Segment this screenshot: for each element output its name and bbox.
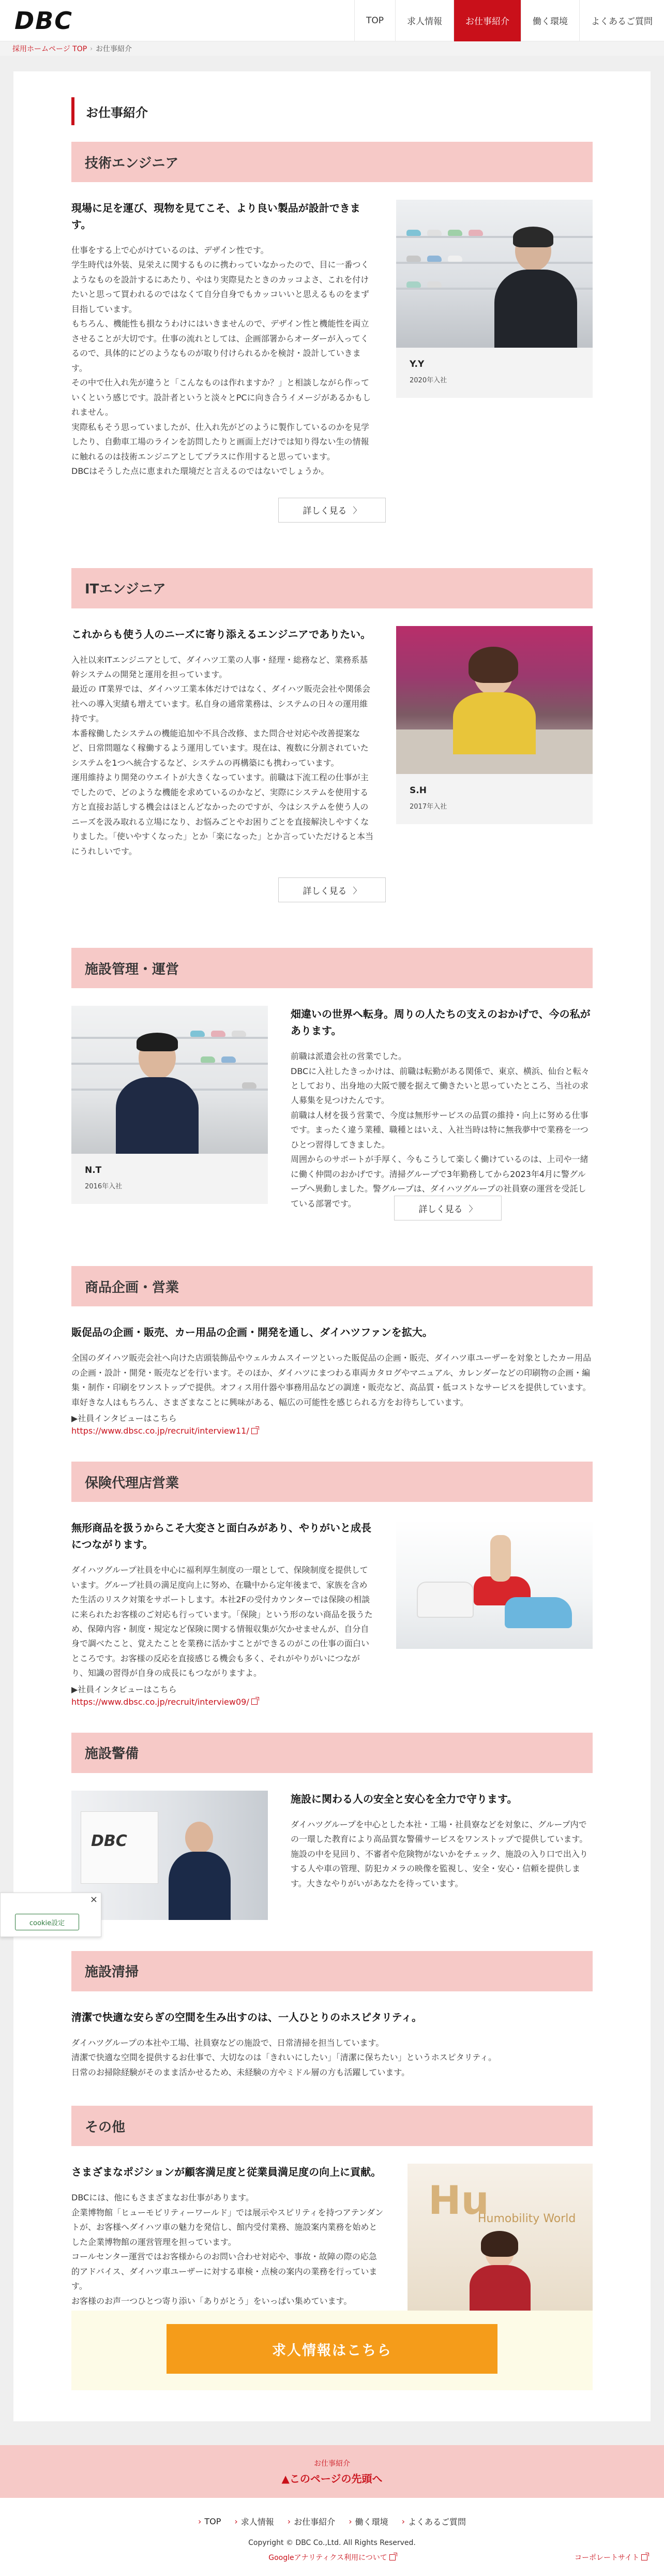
close-icon[interactable]: × bbox=[89, 1894, 98, 1905]
profile-caption bbox=[396, 774, 593, 824]
hw-logo-icon: Hu bbox=[428, 2177, 489, 2224]
humobility-world-photo bbox=[408, 2164, 593, 2311]
humobility-world-sign: Humobility World bbox=[478, 2212, 576, 2226]
interview-url: https://www.dbsc.co.jp/recruit/interview09/ bbox=[71, 1696, 249, 1707]
profile-caption bbox=[71, 1154, 268, 1204]
corporate-site-label: コーポレートサイト bbox=[574, 2554, 639, 2563]
corporate-site-link[interactable] bbox=[575, 2552, 647, 2563]
employee-name: S.H bbox=[410, 785, 427, 796]
footer-nav-label: お仕事紹介 bbox=[294, 2517, 336, 2527]
footer-nav-label: TOP bbox=[204, 2517, 221, 2527]
section-title: 保険代理店営業 bbox=[71, 1462, 593, 1502]
section-cleaning bbox=[71, 1951, 593, 2080]
chevron-right-icon: › bbox=[349, 2517, 352, 2527]
nav-jobs[interactable]: 求人情報 bbox=[395, 0, 454, 41]
back-to-top-label: ▲このページの先頭へ bbox=[281, 2472, 383, 2485]
section-body-text: 入社以来ITエンジニアとして、ダイハツ工業の人事・経理・総務など、業務系基幹システムの開発と運用を担っています。 最近の IT業界では、ダイハツ工業本体だけではなく、ダイハツ販売会社や関係会社への導入実績も増えています。私自身の通常業務は、システムの日々の運用維持です。 本番稼働したシステムの機能追加や不具合改修、また問合せ対応や改善提案など、日常問題なく稼働するよう運用しています。現在は、複数に分割されていたシステムを1つへ統合するなど、システムの再構築にも携わっています。 運用維持より開発のウエイトが大きくなっています。前職は下流工程の仕事が主でしたので、どのような機能を求めているのかなど、実際にシステムを使用する方と直接お話しする機会はほとんどなかったのですが、今はシステムを使う人のニーズを汲み取れる立場になり、お悩みごとやお困りごとを直接解決しやすくなりました。「使いやすくなった」とか「楽になった」とか言っていただけると本当にうれしいです。 bbox=[71, 654, 374, 856]
chevron-right-icon: › bbox=[198, 2517, 202, 2527]
breadcrumb-current: お仕事紹介 bbox=[96, 45, 132, 53]
external-link-icon bbox=[389, 2554, 396, 2560]
site-header bbox=[0, 0, 664, 41]
section-other bbox=[71, 2106, 593, 2311]
nav-environment[interactable]: 働く環境 bbox=[521, 0, 579, 41]
details-button-label: 詳しく見る bbox=[418, 1204, 463, 1215]
back-to-top-sub: お仕事紹介 bbox=[314, 2459, 350, 2468]
site-logo[interactable]: DBC bbox=[14, 6, 73, 35]
section-security bbox=[71, 1733, 593, 1920]
section-insurance-sales bbox=[71, 1462, 593, 1707]
chevron-right-icon: 〉 bbox=[469, 1203, 477, 1214]
chevron-right-icon: 〉 bbox=[353, 505, 361, 515]
external-link-icon bbox=[251, 1428, 258, 1434]
footer-nav-label: 働く環境 bbox=[355, 2517, 388, 2527]
profile-caption bbox=[396, 348, 593, 398]
details-button[interactable] bbox=[394, 1196, 502, 1220]
details-button-label: 詳しく見る bbox=[303, 886, 347, 897]
cookie-settings-button[interactable]: cookie設定 bbox=[15, 1914, 79, 1930]
section-lead: 畑違いの世界へ転身。周りの人たちの支えのおかげで、今の私があります。 bbox=[291, 1008, 591, 1037]
nav-work-intro[interactable]: お仕事紹介 bbox=[454, 0, 521, 41]
section-title: 施設管理・運営 bbox=[71, 948, 593, 988]
chevron-right-icon: › bbox=[401, 2517, 405, 2527]
footer-nav-environment[interactable] bbox=[349, 2515, 388, 2527]
details-button-label: 詳しく見る bbox=[303, 506, 347, 516]
section-lead: 現場に足を運び、現物を見てこそ、より良い製品が設計できます。 bbox=[71, 202, 360, 231]
interview-label: ▶社員インタビューはこちら bbox=[71, 1413, 177, 1424]
section-tech-engineer bbox=[71, 142, 593, 523]
interview-link[interactable] bbox=[71, 1426, 593, 1436]
details-button[interactable] bbox=[278, 498, 386, 523]
section-lead: これからも使う人のニーズに寄り添えるエンジニアでありたい。 bbox=[71, 628, 371, 641]
chevron-right-icon: › bbox=[234, 2517, 238, 2527]
cookie-widget bbox=[0, 1893, 101, 1937]
employee-photo bbox=[396, 626, 593, 774]
section-title: 技術エンジニア bbox=[71, 142, 593, 182]
breadcrumb bbox=[0, 41, 664, 56]
interview-link[interactable] bbox=[71, 1697, 373, 1707]
copyright: Copyright © DBC Co.,Ltd. All Rights Reserved. bbox=[248, 2539, 416, 2548]
section-body-text: ダイハツグループの本社や工場、社員寮などの施設で、日常清掃を担当しています。 清潔で快適な空間を提供するお仕事で、大切なのは「きれいにしたい」「清潔に保ちたい」というホスピタリティ。 日常のお掃除経験がそのまま活かせるため、未経験の方やミドル層の方も活躍しています。 bbox=[71, 2037, 497, 2077]
interview-label: ▶社員インタビューはこちら bbox=[71, 1684, 177, 1694]
back-to-top[interactable] bbox=[0, 2445, 664, 2498]
nav-top[interactable]: TOP bbox=[354, 0, 395, 41]
employee-profile bbox=[396, 200, 593, 479]
section-title: その他 bbox=[71, 2106, 593, 2146]
interview-url: https://www.dbsc.co.jp/recruit/interview11/ bbox=[71, 1426, 249, 1436]
section-lead: 無形商品を扱うからこそ大変さと面白みがあり、やりがいと成長につながります。 bbox=[71, 1522, 371, 1551]
model-cars-photo bbox=[396, 1520, 593, 1649]
footer-links bbox=[0, 2547, 664, 2576]
footer-nav-faq[interactable] bbox=[402, 2515, 466, 2527]
section-lead: さまざまなポジションが顧客満足度と従業員満足度の向上に貢献。 bbox=[71, 2166, 382, 2179]
section-title: 商品企画・営業 bbox=[71, 1266, 593, 1306]
breadcrumb-separator: › bbox=[90, 45, 93, 52]
employee-join-year: 2020年入社 bbox=[410, 377, 447, 384]
section-body-text: 全国のダイハツ販売会社へ向けた店頭装飾品やウェルカムスイーツといった販促品の企画・販売、ダイハツ車ユーザーを対象としたカー用品の企画・設計・開発・販売などを行います。そのほか、ダイハツにまつわる車両カタログやマニュアル、カレンダーなどの印刷物の企画・編集・制作・印刷をワンストップで提供。オフィス用什器や事務用品などの調達・販売など、高品質・低コストなサービスを提供しています。車好きな人はもちろん、さまざまなことに興味がある、幅広の可能性を感じられる方をお待ちしています。 bbox=[71, 1353, 592, 1407]
section-body-text: 前職は派遣会社の営業でした。 DBCに入社したきっかけは、前職は転勤がある関係で、東京、横浜、仙台と転々としており、出身地の大阪で腰を据えて働きたいと思っていたところ、当社の求人募集を見つけたんです。 前職は人材を扱う営業で、今度は無形サービスの品質の維持・向上に努める仕事です。まったく違う業種、職種とはいえ、入社当時は特に無我夢中で業務を一つひとつ習得してきました。 周囲からのサポートが手厚く、今もこうして楽しく働けているのは、上司や一緒に働く仲間のおかげです。清掃グループで3年勤務してから2023年4月に警グループへ異動しました。警グループは、ダイハツグループの社員寮の運営を受託している部署です。 bbox=[291, 1051, 590, 1209]
employee-name: Y.Y bbox=[410, 359, 425, 369]
analytics-policy-label: Googleアナリティクス利用について bbox=[268, 2554, 387, 2563]
chevron-right-icon: › bbox=[287, 2517, 291, 2527]
employee-profile bbox=[71, 1006, 268, 1211]
footer-nav-label: 求人情報 bbox=[240, 2517, 274, 2527]
dbc-sign-icon: DBC bbox=[91, 1832, 127, 1850]
section-body-text: ダイハツグループを中心とした本社・工場・社員寮などを対象に、グループ内での一環した教育により高品質な警備サービスをワンストップで提供しています。施設の中を見回り、不審者や危険物がないかをチェック、施設の入り口で出入りする人や車の管理、防犯カメラの映像を監視し、安全・安心・信頼を提供します。大きなやりがいがあなたを待っています。 bbox=[291, 1819, 588, 1888]
employee-name: N.T bbox=[85, 1165, 102, 1176]
breadcrumb-home[interactable]: 採用ホームページ TOP bbox=[12, 45, 87, 53]
section-body-text: 仕事をする上で心がけているのは、デザイン性です。 学生時代は外装、見栄えに関するものに携わっていなかったので、目に一番つくようなものを設計するにあたり、やはり実際見たときのカッコよさ、これを付けたいと思って買われるのではなくて自分自身でもカッコいいと思えるものをまず目指しています。 もちろん、機能性も損なうわけにはいきませんので、デザイン性と機能性を両立させることが大切です。仕事の流れとしては、企画部署からオーダーが入ってくるので、具体的にどのようなものが取り付けられるかを検討・設計していきます。 その中で仕入れ先が違うと「こんなものは作れますか？」と相談しながら作っていくという感じです。設計者というと淡々とPCに向き合うイメージがあるかもしれません。 実際私もそう思っていましたが、仕入れ先がどのように製作しているのかを見学したり、自動車工場のラインを訪問したりと画面上だけでは知り得ない生の情報に触れるのは技術エンジニアとしてプラスに作用すると思っています。 DBCはそうした点に恵まれた環境だと言えるのではないでしょうか。 bbox=[71, 245, 371, 477]
footer-nav-label: よくあるご質問 bbox=[408, 2517, 466, 2527]
page-title: お仕事紹介 bbox=[71, 97, 593, 125]
external-link-icon bbox=[251, 1699, 258, 1705]
details-button[interactable] bbox=[278, 877, 386, 902]
section-body-text: DBCには、他にもさまざまなお仕事があります。 企業博物館「ヒューモビリティーワールド」では展示やスピリティを持つアテンダントが、お客様へダイハツ車の魅力を発信し、館内受付業務、施設案内業務を始めとした企業博物館の運営管理を担っています。 コールセンター運営ではお客様からのお問い合わせ対応や、事故・故障の際の応急的アドバイス、ダイハツ車ユーザーに対する車検・点検の案内の業務を行っています。 お客様のお声一つひとつ寄り添い「ありがとう」をいっぱい集めています。 bbox=[71, 2193, 384, 2306]
page-background bbox=[0, 56, 664, 2445]
chevron-right-icon: 〉 bbox=[353, 885, 361, 896]
footer-nav bbox=[0, 2498, 664, 2536]
section-lead: 販促品の企画・販売、カー用品の企画・開発を通し、ダイハツファンを拡大。 bbox=[71, 1326, 433, 1339]
section-title: 施設警備 bbox=[71, 1733, 593, 1773]
section-title: ITエンジニア bbox=[71, 568, 593, 608]
nav-faq[interactable]: よくあるご質問 bbox=[579, 0, 664, 41]
footer-nav-jobs[interactable] bbox=[234, 2515, 274, 2527]
job-info-cta-button[interactable]: 求人情報はこちら bbox=[167, 2324, 497, 2374]
section-body-text: ダイハツグループ社員を中心に福利厚生制度の一環として、保険制度を提供しています。グループ社員の満足度向上に努め、在職中から定年後まで、家族を含めた生活のリスク対策をサポートします。本社2Fの受付カウンターでは保険の相談に来られたお客様のご対応も行っています。「保険」という形のない商品を扱うため、保障内容・制度・規定など保険に関する情報収集が欠かせませんが、自分自身で調べたこと、覚えたことを業務に活かすことができるのがこの仕事の面白いところです。お客様の反応を直接感じる機会も多く、それがやりがいにつながり、知識の習得が自身の成長にもつながりますよ。 bbox=[71, 1565, 373, 1678]
section-lead: 清潔で快適な安らぎの空間を生み出すのは、一人ひとりのホスピタリティ。 bbox=[71, 2011, 422, 2023]
employee-photo bbox=[396, 200, 593, 348]
main-content bbox=[13, 71, 651, 2421]
cta-area bbox=[71, 2311, 593, 2390]
external-link-icon bbox=[641, 2554, 647, 2560]
global-nav bbox=[354, 0, 664, 41]
footer-nav-top[interactable] bbox=[198, 2515, 221, 2527]
section-lead: 施設に関わる人の安全と安心を全力で守ります。 bbox=[291, 1792, 518, 1805]
employee-profile bbox=[396, 626, 593, 859]
section-title: 施設清掃 bbox=[71, 1951, 593, 1991]
footer-nav-work-intro[interactable] bbox=[288, 2515, 335, 2527]
employee-join-year: 2017年入社 bbox=[410, 802, 447, 811]
employee-photo bbox=[71, 1006, 268, 1154]
analytics-policy-link[interactable] bbox=[268, 2552, 396, 2563]
employee-join-year: 2016年入社 bbox=[85, 1183, 123, 1191]
section-product-planning bbox=[71, 1266, 593, 1436]
section-it-engineer bbox=[71, 568, 593, 903]
section-facility-management bbox=[71, 948, 593, 1220]
